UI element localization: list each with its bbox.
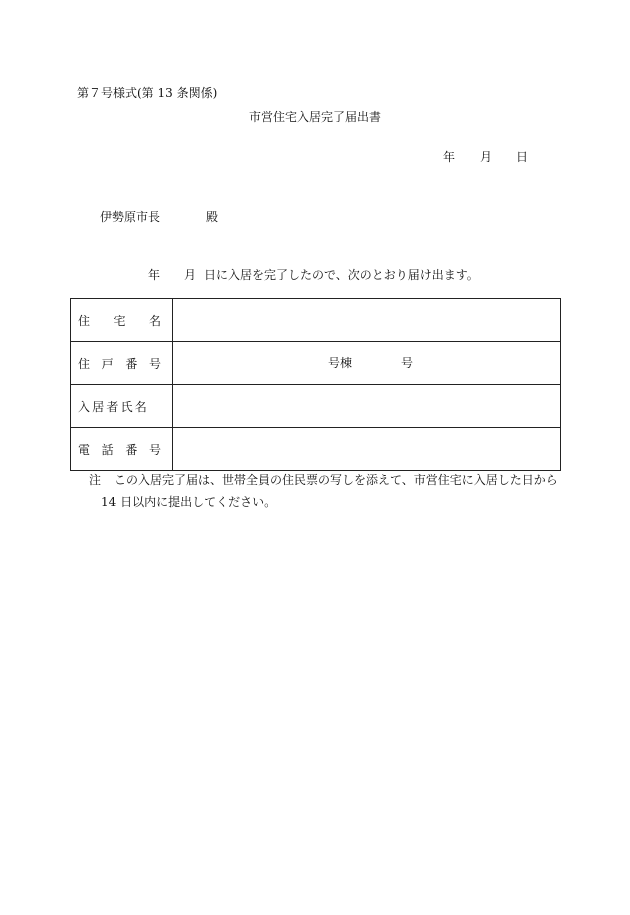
label-char: 番 <box>125 356 138 371</box>
table-row <box>71 428 561 471</box>
date-year-label: 年 <box>443 150 456 164</box>
date-day-label: 日 <box>516 150 529 164</box>
submission-date <box>443 150 533 164</box>
field-housing-name[interactable] <box>173 299 561 342</box>
field-unit-number[interactable] <box>173 342 561 385</box>
form-number: 第７号様式(第 13 条関係) <box>77 86 218 100</box>
label-housing-name <box>71 299 173 342</box>
field-resident-name[interactable] <box>173 385 561 428</box>
addressee-name: 伊勢原市長 <box>100 210 161 224</box>
table-row <box>71 385 561 428</box>
label-text: 入居者氏名 <box>78 399 150 414</box>
addressee <box>100 210 230 224</box>
document-title: 市営住宅入居完了届出書 <box>249 110 382 124</box>
label-resident-name <box>71 385 173 428</box>
date-month-label: 月 <box>480 150 493 164</box>
building-suffix: 号棟 <box>328 356 353 370</box>
label-char: 電 <box>78 442 91 457</box>
note-text-line2: 14 日以内に提出してください。 <box>101 495 277 509</box>
statement-month-label: 月 <box>184 268 197 282</box>
label-text <box>78 312 161 329</box>
label-char: 住 <box>78 313 91 328</box>
label-text <box>78 355 161 372</box>
field-phone-number[interactable] <box>173 428 561 471</box>
label-text <box>78 441 161 458</box>
label-char: 話 <box>101 442 114 457</box>
declaration-statement <box>148 268 508 282</box>
resident-info-table <box>70 298 561 471</box>
addressee-honorific: 殿 <box>206 210 219 224</box>
label-phone-number <box>71 428 173 471</box>
table-row <box>71 299 561 342</box>
label-char: 戸 <box>101 356 114 371</box>
statement-text: 日に入居を完了したので、次のとおり届け出ます。 <box>204 268 479 282</box>
note-prefix: 注 <box>89 473 102 487</box>
label-unit-number <box>71 342 173 385</box>
label-char: 宅 <box>113 313 126 328</box>
note-text-line1: この入居完了届は、世帯全員の住民票の写しを添えて、市営住宅に入居した日から <box>114 473 558 487</box>
label-char: 番 <box>125 442 138 457</box>
label-char: 住 <box>78 356 91 371</box>
statement-year-label: 年 <box>148 268 161 282</box>
label-char: 号 <box>148 356 161 371</box>
table-row <box>71 342 561 385</box>
label-char: 号 <box>148 442 161 457</box>
room-suffix: 号 <box>401 356 414 370</box>
label-char: 名 <box>148 313 161 328</box>
